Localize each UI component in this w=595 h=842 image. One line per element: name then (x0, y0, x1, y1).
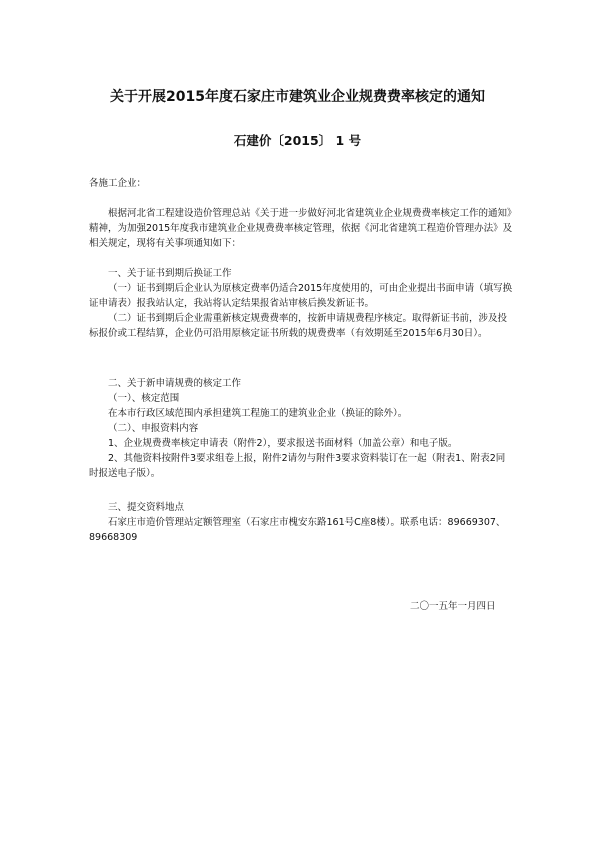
section-2-sub-1-text: 在本市行政区域范围内承担建筑工程施工的建筑业企业（换证的除外）。 (108, 408, 408, 419)
salutation (89, 176, 514, 191)
section-1-item-2: （二）证书到期后企业需重新核定规费费率的，按新申请规费程序核定。取得新证书前，涉及投标报价或工程结算，企业仍可沿用原核定证书所载的规费费率（有效期延至2015年6月30日）。 (89, 313, 508, 339)
section-2-heading: 二、关于新申请规费的核定工作 (108, 378, 242, 389)
document-title: 关于开展2015年度石家庄市建筑业企业规费费率核定的通知 (110, 89, 485, 105)
intro-text: 根据河北省工程建设造价管理总站《关于进一步做好河北省建筑业企业规费费率核定工作的通知》精神，为加强2015年度我市建筑业企业规费费率核定管理，依据《河北省建筑工程造价管理办法》及相关规定，现将有关事项通知如下： (89, 208, 513, 249)
section-3 (89, 500, 514, 545)
section-3-heading: 三、提交资料地点 (108, 502, 185, 513)
document-date: 二〇一五年一月四日 (410, 601, 496, 612)
section-1-item-1: （一）证书到期后企业认为原核定费率仍适合2015年度使用的，可由企业提出书面申请（填写换证申请表）报我站认定，我站将认定结果报省站审核后换发新证书。 (89, 283, 513, 309)
section-1 (89, 266, 514, 341)
salutation-text: 各施工企业： (89, 178, 147, 189)
section-2-item-1: 1、企业规费费率核定申请表（附件2），要求报送书面材料（加盖公章）和电子版。 (108, 438, 458, 449)
section-2-item-2: 2、其他资料按附件3要求组卷上报，附件2请勿与附件3要求资料装订在一起（附表1、附表2同时报送电子版）。 (89, 453, 506, 479)
section-1-heading: 一、关于证书到期后换证工作 (108, 268, 232, 279)
section-3-text: 石家庄市造价管理站定额管理室（石家庄市槐安东路161号C座8楼）。联系电话：89669307、89668309 (89, 517, 506, 543)
section-2-sub-2: （二）、申报资料内容 (108, 423, 199, 434)
section-2-sub-1: （一）、核定范围 (108, 393, 180, 404)
section-2 (89, 376, 514, 481)
document-number: 石建价〔2015〕 1 号 (233, 133, 362, 148)
intro-paragraph (89, 206, 514, 251)
